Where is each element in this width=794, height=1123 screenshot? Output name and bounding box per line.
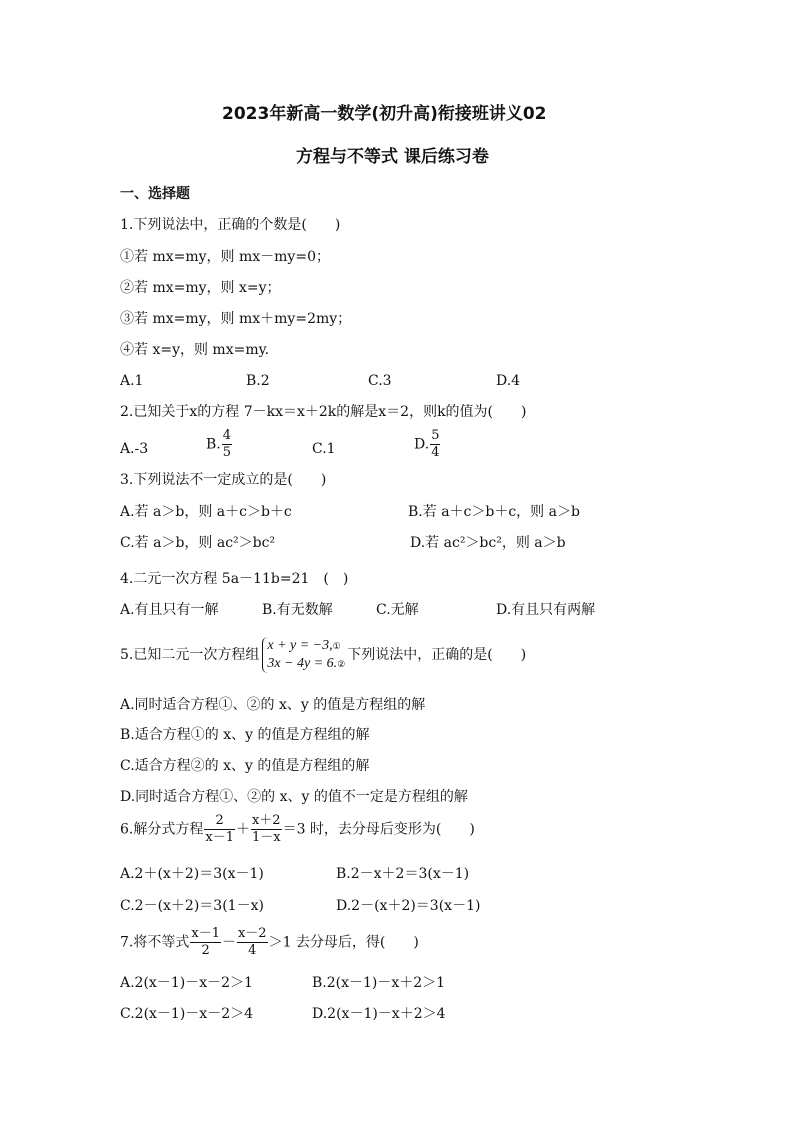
equation-1 [267, 637, 345, 655]
option-b: B.2－x＋2＝3(x－1) [336, 866, 470, 882]
statement-1: ①若 mx=my，则 mx－my=0； [120, 249, 330, 265]
numerator: 2 [204, 813, 235, 830]
equation-2 [267, 655, 345, 673]
denominator: 2 [201, 943, 210, 958]
option-a: A.有且只有一解 [120, 602, 219, 618]
question-stem [120, 637, 526, 673]
statement-3: ③若 mx=my，则 mx＋my=2my； [120, 311, 352, 327]
option-b [206, 428, 233, 461]
option-d: D.有且只有两解 [496, 602, 596, 618]
numerator: x－1 [191, 926, 220, 941]
numerator: 4 [222, 428, 232, 443]
option-c: C.3 [368, 373, 392, 389]
option-a: A.1 [120, 373, 144, 389]
numerator: 5 [431, 428, 440, 443]
fraction-1 [204, 813, 235, 846]
option-d: D.若 ac²＞bc²，则 a＞b [410, 535, 566, 551]
operator-plus: ＋ [235, 821, 250, 838]
numerator: x＋2 [251, 813, 281, 828]
option-d: D.2(x－1)－x＋2＞4 [312, 1006, 446, 1022]
option-c: C.2(x－1)－x－2＞4 [120, 1006, 254, 1022]
stem-prefix: 7.将不等式 [120, 934, 190, 951]
page-title: 2023年新高一数学(初升高)衔接班讲义02 [222, 104, 547, 124]
fraction [222, 428, 232, 461]
option-d: D.同时适合方程①、②的 x、y 的值不一定是方程组的解 [120, 789, 468, 805]
section-heading: 一、选择题 [120, 186, 190, 202]
equation-2-mark: ② [337, 659, 346, 669]
stem-suffix: 下列说法中，正确的是( ) [347, 647, 527, 663]
equation-1-mark: ① [332, 641, 341, 651]
question-stem: 2.已知关于x的方程 7－kx＝x＋2k的解是x＝2，则k的值为( ) [120, 404, 527, 420]
option-d: D.2－(x＋2)＝3(x－1) [336, 898, 481, 914]
option-c: C.无解 [376, 602, 419, 618]
statement-2: ②若 mx=my，则 x=y； [120, 280, 281, 296]
question-stem [120, 813, 475, 846]
page-subtitle: 方程与不等式 课后练习卷 [296, 147, 489, 167]
equation-1-text: x + y = −3, [267, 638, 333, 653]
numerator: x－2 [237, 926, 267, 941]
option-c: C.1 [312, 441, 336, 457]
option-a: A.若 a＞b，则 a＋c＞b＋c [120, 504, 292, 520]
option-c: C.若 a＞b，则 ac²＞bc² [120, 535, 276, 551]
option-prefix: D. [414, 436, 430, 453]
denominator: 1－x [251, 830, 281, 845]
question-stem: 1.下列说法中，正确的个数是( ) [120, 217, 341, 233]
denominator: x－1 [205, 830, 234, 845]
fraction-1 [190, 926, 221, 959]
option-a: A.2(x－1)－x－2＞1 [120, 975, 253, 991]
option-d: D.4 [496, 373, 521, 389]
question-stem: 3.下列说法不一定成立的是( ) [120, 472, 327, 488]
fraction-2 [251, 813, 282, 846]
equation-system [262, 637, 345, 673]
stem-suffix: ＞1 去分母后，得( ) [268, 934, 419, 951]
operator-minus: － [221, 934, 236, 951]
option-prefix: B. [206, 436, 221, 453]
equation-2-text: 3x − 4y = 6. [267, 656, 338, 671]
question-stem: 4.二元一次方程 5a－11b=21 ( ) [120, 571, 349, 587]
fraction-2 [237, 926, 268, 959]
option-b: B.若 a＋c＞b＋c，则 a＞b [408, 504, 580, 520]
option-b: B.2(x－1)－x＋2＞1 [312, 975, 446, 991]
denominator: 4 [248, 943, 257, 958]
stem-prefix: 6.解分式方程 [120, 821, 204, 838]
fraction [430, 428, 440, 461]
question-stem [120, 926, 419, 959]
denominator: 4 [431, 445, 440, 460]
statement-4: ④若 x=y，则 mx=my. [120, 342, 270, 358]
option-a: A.-3 [120, 441, 149, 457]
option-b: B.适合方程①的 x、y 的值是方程组的解 [120, 727, 370, 743]
option-b: B.有无数解 [262, 602, 333, 618]
denominator: 5 [222, 445, 232, 460]
option-a: A.同时适合方程①、②的 x、y 的值是方程组的解 [120, 697, 426, 713]
stem-suffix: ＝3 时，去分母后变形为( ) [282, 821, 475, 838]
option-a: A.2＋(x＋2)＝3(x－1) [120, 866, 264, 882]
option-d [414, 428, 441, 461]
stem-prefix: 5.已知二元一次方程组 [120, 647, 260, 663]
option-b: B.2 [246, 373, 270, 389]
option-c: C.适合方程②的 x、y 的值是方程组的解 [120, 758, 370, 774]
option-c: C.2－(x＋2)＝3(1－x) [120, 898, 264, 914]
